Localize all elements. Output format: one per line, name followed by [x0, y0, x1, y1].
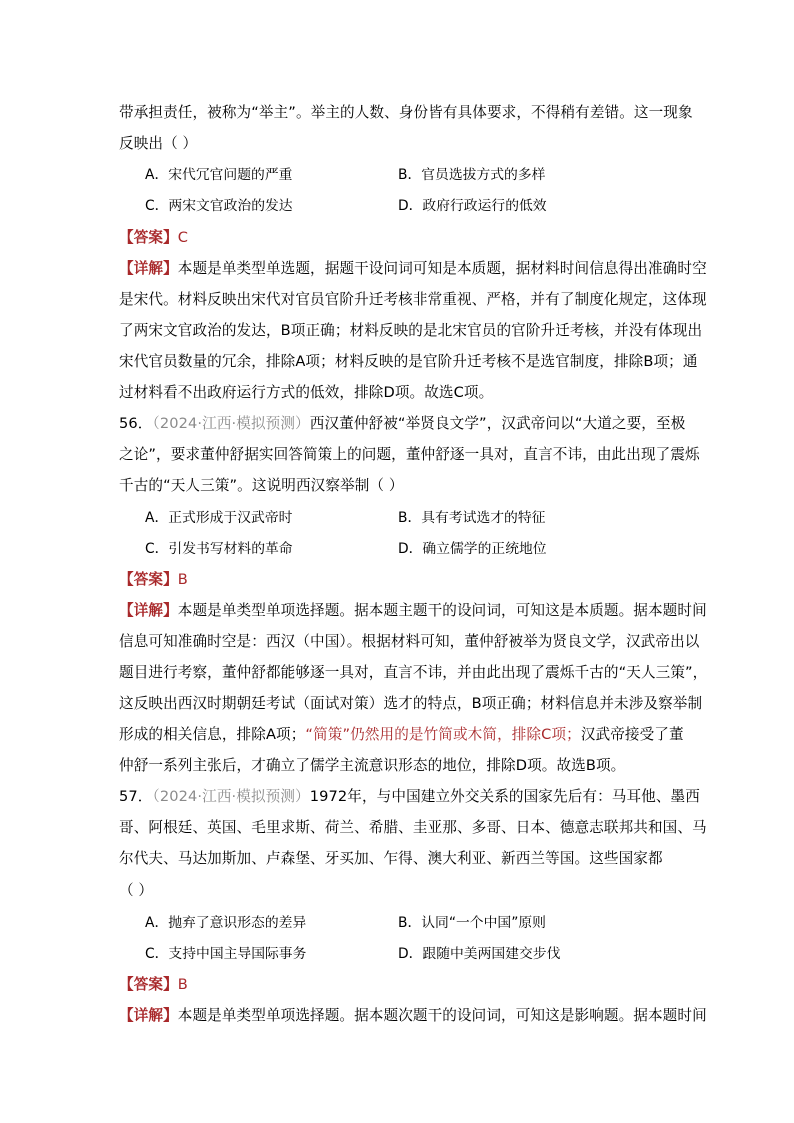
q55-option-a: A．宋代冗官问题的严重 [145, 167, 293, 183]
q55-detail-line-4: 宋代官员数量的冗余，排除A项；材料反映的是官阶升迁考核不是选官制度，排除B项；通 [119, 353, 698, 370]
q56-stem-line-3: 千古的“天人三策”。这说明西汉察举制（ ） [119, 477, 404, 494]
q56-option-c: C．引发书写材料的革命 [145, 541, 293, 557]
detail-highlight: “简策”仍然用的是竹简或木简，排除C项； [305, 726, 581, 743]
detail-text-tail: 汉武帝接受了董 [580, 726, 684, 743]
q55-detail-line-3: 了两宋文官政治的发达，B项正确；材料反映的是北宋官员的官阶升迁考核，并没有体现出 [119, 322, 703, 339]
q57-detail-line-1 [119, 1006, 707, 1026]
detail-text: 形成的相关信息，排除A项； [119, 726, 306, 743]
q56-detail-line-4: 这反映出西汉时期朝廷考试（面试对策）选才的特点，B项正确；材料信息并未涉及察举制 [119, 695, 703, 712]
question-source: （2024·江西·模拟预测） [152, 788, 310, 805]
q57-answer [119, 975, 188, 995]
q56-stem-line-2: 之论”，要求董仲舒据实回答简策上的问题，董仲舒逐一具对，直言不讳，由此出现了震烁 [119, 446, 700, 463]
detail-text: 本题是单类型单项选择题。据本题次题干的设问词，可知这是影响题。据本题时间 [177, 1007, 707, 1024]
q57-stem-line-1 [119, 787, 700, 807]
q57-option-c: C．支持中国主导国际事务 [145, 946, 307, 962]
q56-detail-line-5 [119, 725, 684, 745]
q56-detail-line-1 [119, 601, 707, 621]
q57-stem-line-3: 尔代夫、马达加斯加、卢森堡、牙买加、乍得、澳大利亚、新西兰等国。这些国家都 [119, 850, 663, 867]
detail-text: 本题是单类型单项选择题。据本题主题干的设问词，可知这是本质题。据本题时间 [177, 602, 707, 619]
stem-text: 1972年，与中国建立外交关系的国家先后有：马耳他、墨西 [309, 788, 700, 805]
question-number: 57． [119, 788, 153, 805]
q57-option-b: B．认同“一个中国”原则 [398, 915, 546, 931]
stem-text: 西汉董仲舒被“举贤良文学”，汉武帝问以“大道之要，至极 [309, 415, 686, 432]
q55-stem-line-2: 反映出（ ） [119, 135, 198, 152]
q56-stem-line-1 [119, 414, 685, 434]
detail-label: 【详解】 [119, 1007, 178, 1024]
q55-detail-line-1 [119, 259, 707, 279]
answer-label: 【答案】 [119, 571, 178, 588]
q57-stem-line-4: （ ） [119, 882, 154, 899]
q57-stem-line-2: 哥、阿根廷、英国、毛里求斯、荷兰、希腊、圭亚那、多哥、日本、德意志联邦共和国、马 [119, 819, 707, 836]
q55-option-c: C．两宋文官政治的发达 [145, 198, 293, 214]
q55-answer [119, 228, 188, 248]
q56-option-a: A．正式形成于汉武帝时 [145, 510, 293, 526]
q56-answer [119, 570, 188, 590]
q56-option-b: B．具有考试选才的特征 [398, 510, 546, 526]
answer-value: B [177, 571, 188, 588]
answer-label: 【答案】 [119, 229, 178, 246]
question-number: 56． [119, 415, 153, 432]
q56-detail-line-3: 题目进行考察，董仲舒都能够逐一具对，直言不讳，并由此出现了震烁千古的“天人三策”， [119, 664, 708, 681]
answer-value: B [177, 976, 188, 993]
q55-detail-line-2: 是宋代。材料反映出宋代对官员官阶升迁考核非常重视、严格，并有了制度化规定，这体现 [119, 291, 707, 308]
q56-option-d: D．确立儒学的正统地位 [398, 541, 547, 557]
q57-option-a: A．抛弃了意识形态的差异 [145, 915, 307, 931]
q56-detail-line-2: 信息可知准确时空是：西汉（中国）。根据材料可知，董仲舒被举为贤良文学，汉武帝出以 [119, 633, 700, 650]
q55-detail-line-5: 过材料看不出政府运行方式的低效，排除D项。故选C项。 [119, 384, 494, 401]
detail-text: 本题是单类型单选题，据题干设问词可知是本质题，据材料时间信息得出准确时空 [177, 260, 707, 277]
q57-option-d: D．跟随中美两国建交步伐 [398, 946, 561, 962]
q55-option-b: B．官员选拔方式的多样 [398, 167, 546, 183]
q55-option-d: D．政府行政运行的低效 [398, 198, 547, 214]
detail-label: 【详解】 [119, 602, 178, 619]
question-source: （2024·江西·模拟预测） [152, 415, 310, 432]
answer-label: 【答案】 [119, 976, 178, 993]
q56-detail-line-6: 仲舒一系列主张后，才确立了儒学主流意识形态的地位，排除D项。故选B项。 [119, 757, 626, 774]
q55-stem-line-1: 带承担责任，被称为“举主”。举主的人数、身份皆有具体要求，不得稍有差错。这一现象 [119, 104, 693, 121]
detail-label: 【详解】 [119, 260, 178, 277]
answer-value: C [177, 229, 189, 246]
